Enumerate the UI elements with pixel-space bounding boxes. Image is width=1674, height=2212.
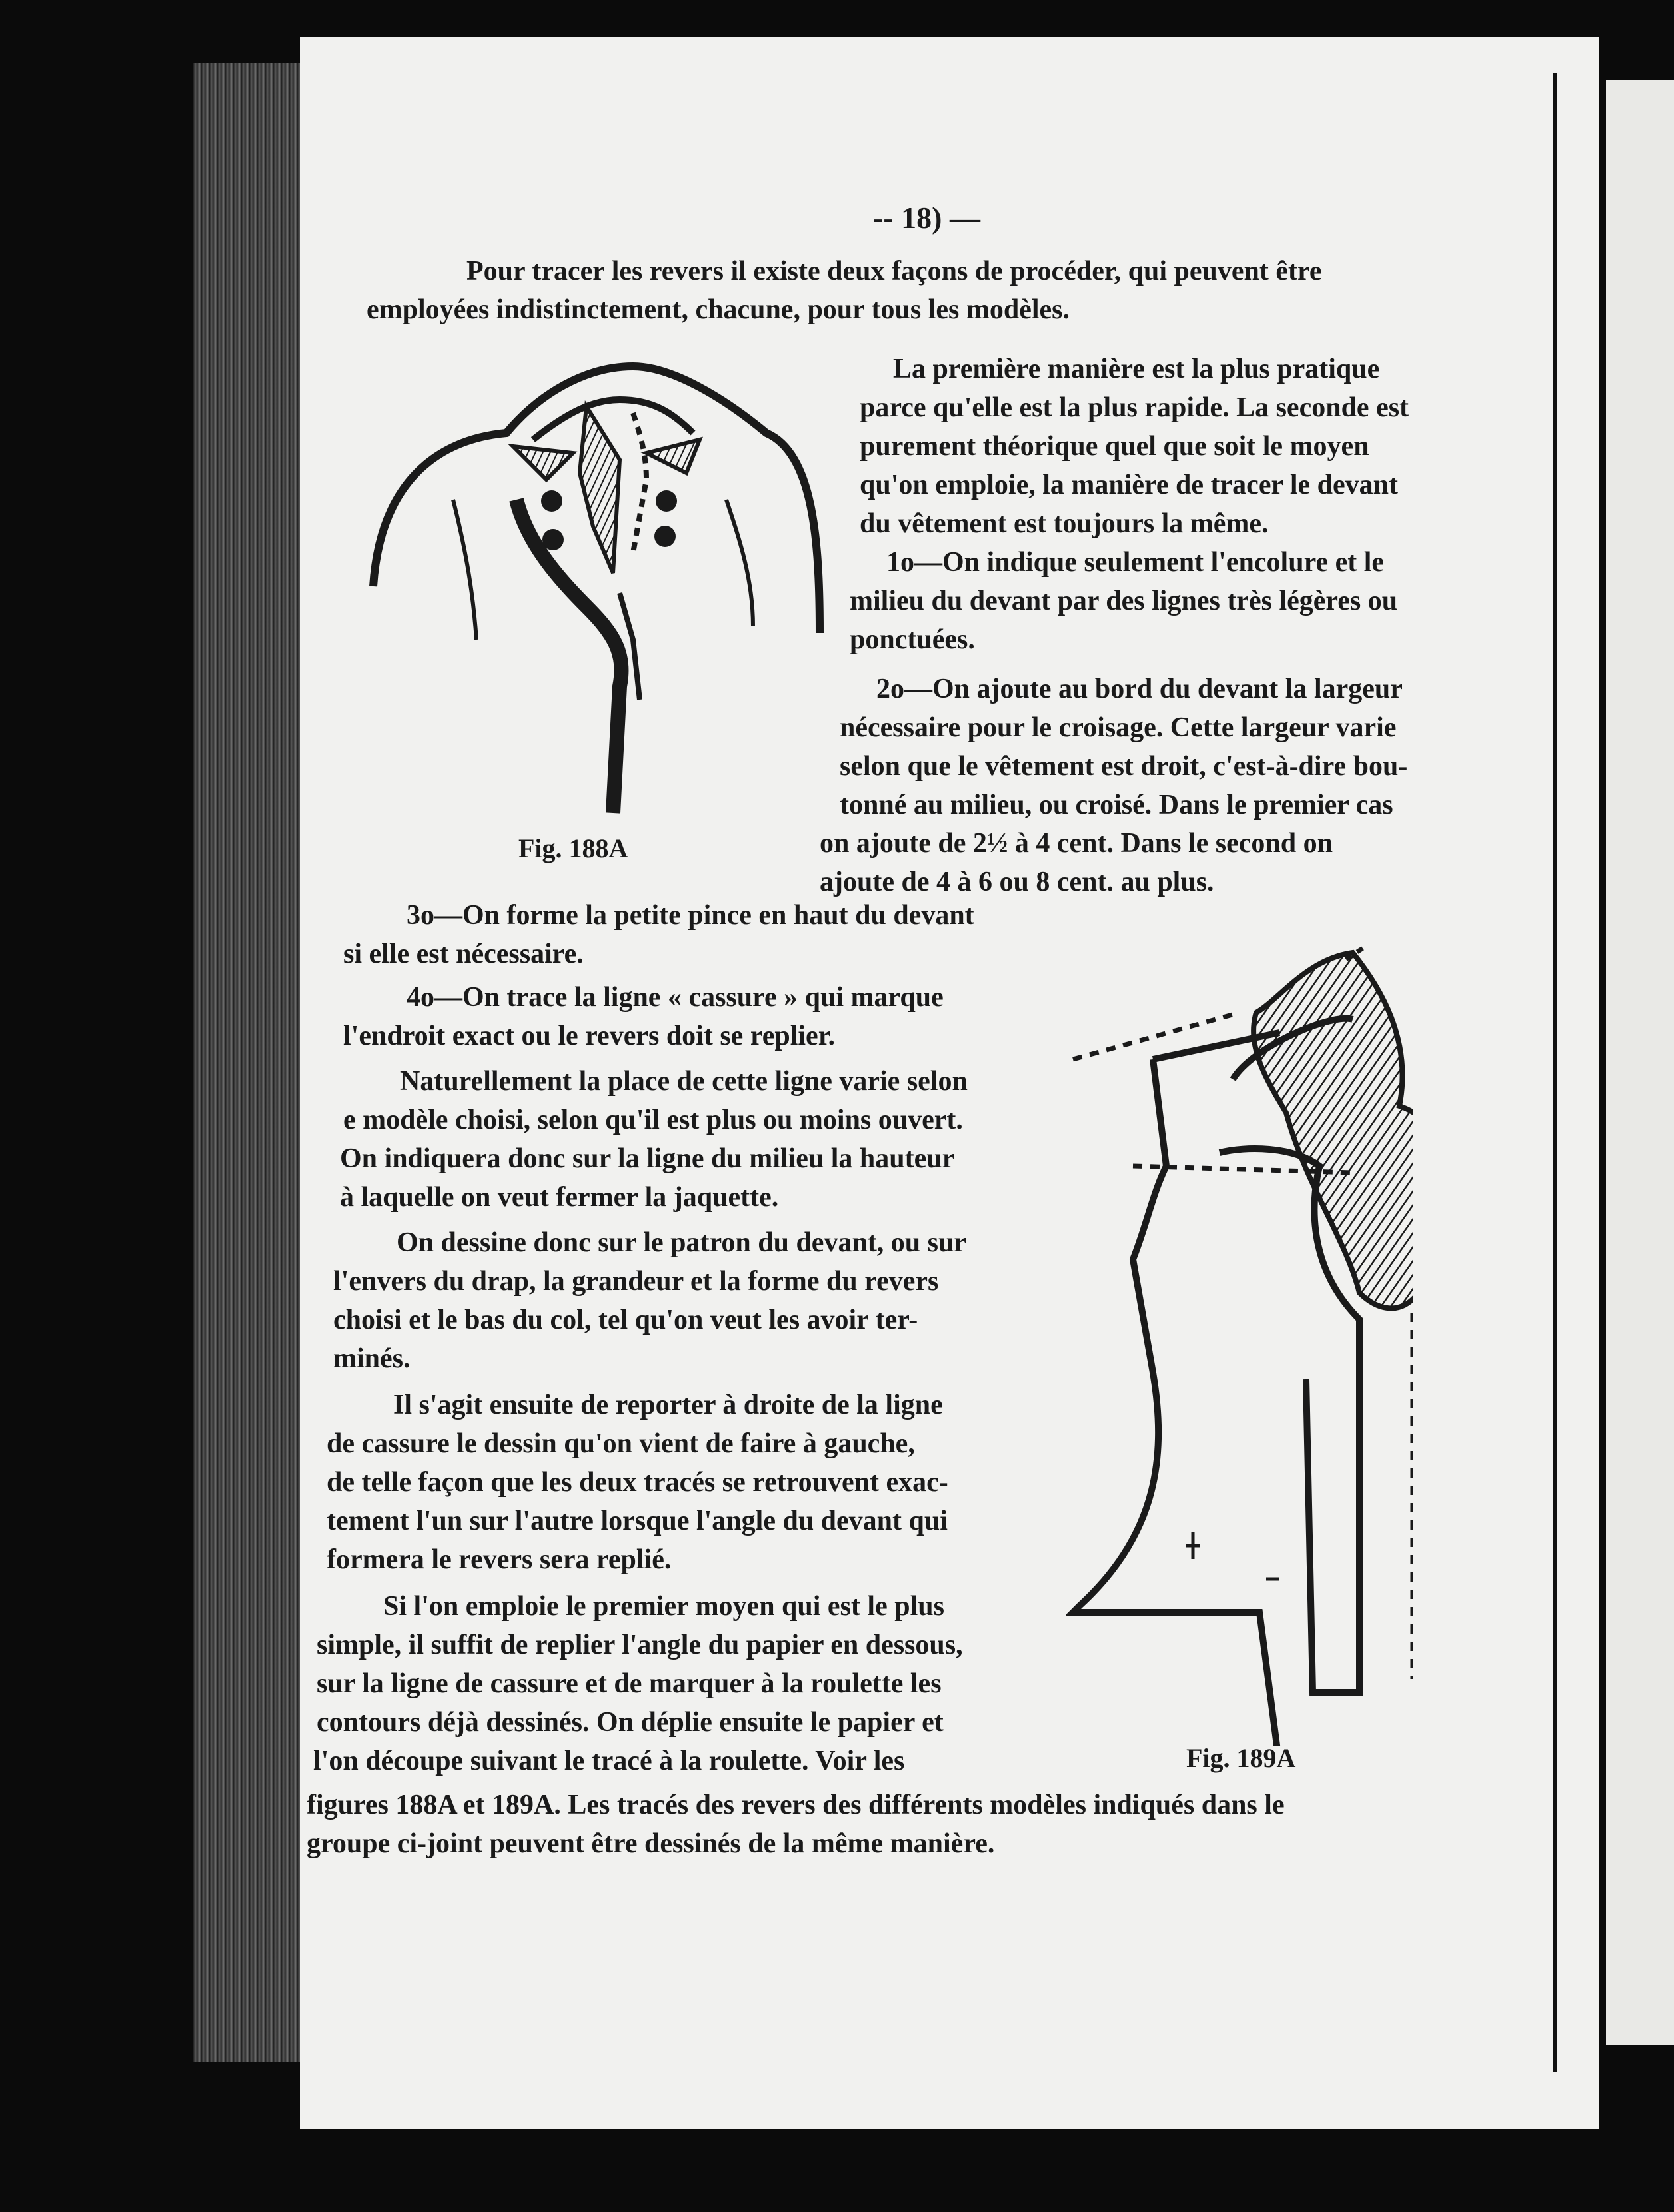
- text-line: tement l'un sur l'autre lorsque l'angle du devant qui: [327, 1506, 948, 1536]
- text-line: La première manière est la plus pratique: [893, 354, 1380, 384]
- text-line: si elle est nécessaire.: [343, 939, 584, 969]
- text-line: qu'on emploie, la manière de tracer le devant: [860, 470, 1399, 500]
- text-line: l'on découpe suivant le tracé à la roulette. Voir les: [313, 1746, 905, 1776]
- text-line: On dessine donc sur le patron du devant, ou sur: [397, 1227, 966, 1258]
- text-line: purement théorique quel que soit le moyen: [860, 431, 1369, 462]
- text-line: milieu du devant par des lignes très légères ou: [850, 586, 1398, 616]
- text-line: choisi et le bas du col, tel qu'on veut les avoir ter-: [333, 1305, 918, 1335]
- text-line: 1o—On indique seulement l'encolure et le: [886, 547, 1385, 578]
- text-line: 3o—On forme la petite pince en haut du devant: [407, 900, 974, 931]
- text-line: groupe ci-joint peuvent être dessinés de la même manière.: [307, 1828, 995, 1859]
- figure-188a-illustration: [353, 353, 833, 820]
- text-line: tonné au milieu, ou croisé. Dans le premier cas: [840, 790, 1393, 820]
- text-line: employées indistinctement, chacune, pour tous les modèles.: [367, 294, 1070, 325]
- page-number: -- 18) —: [873, 201, 980, 235]
- facing-page-edge: [1606, 80, 1674, 2045]
- text-line: de cassure le dessin qu'on vient de faire à gauche,: [327, 1428, 915, 1459]
- text-line: l'endroit exact ou le revers doit se replier.: [343, 1021, 835, 1051]
- text-line: 2o—On ajoute au bord du devant la largeur: [876, 674, 1403, 704]
- text-line: à laquelle on veut fermer la jaquette.: [340, 1182, 779, 1213]
- text-line: minés.: [333, 1343, 411, 1374]
- page-gutter: [1553, 73, 1557, 2072]
- text-line: contours déjà dessinés. On déplie ensuite le papier et: [317, 1707, 944, 1738]
- text-line: 4o—On trace la ligne « cassure » qui marque: [407, 982, 944, 1013]
- text-line: On indiquera donc sur la ligne du milieu la hauteur: [340, 1143, 955, 1174]
- text-line: ponctuées.: [850, 624, 975, 655]
- text-line: de telle façon que les deux tracés se retrouvent exac-: [327, 1467, 948, 1498]
- text-line: selon que le vêtement est droit, c'est-à-dire bou-: [840, 751, 1408, 782]
- text-line: Si l'on emploie le premier moyen qui est le plus: [383, 1591, 944, 1622]
- text-line: on ajoute de 2½ à 4 cent. Dans le second on: [820, 828, 1333, 859]
- text-line: l'envers du drap, la grandeur et la forme du revers: [333, 1266, 939, 1297]
- figure-188a-caption: Fig. 188A: [518, 833, 628, 863]
- figure-189a-illustration: [1066, 946, 1413, 1746]
- text-line: Il s'agit ensuite de reporter à droite de la ligne: [393, 1390, 943, 1420]
- text-line: e modèle choisi, selon qu'il est plus ou moins ouvert.: [343, 1105, 963, 1135]
- text-line: formera le revers sera replié.: [327, 1544, 672, 1575]
- text-line: du vêtement est toujours la même.: [860, 508, 1269, 539]
- figure-189a-caption: Fig. 189A: [1186, 1743, 1296, 1773]
- text-line: Pour tracer les revers il existe deux façons de procéder, qui peuvent être: [466, 256, 1322, 286]
- book-page-edges: [193, 63, 313, 2062]
- text-line: sur la ligne de cassure et de marquer à la roulette les: [317, 1668, 942, 1699]
- text-line: parce qu'elle est la plus rapide. La seconde est: [860, 392, 1409, 423]
- text-line: ajoute de 4 à 6 ou 8 cent. au plus.: [820, 867, 1214, 897]
- text-line: figures 188A et 189A. Les tracés des revers des différents modèles indiqués dans le: [307, 1790, 1285, 1820]
- text-line: simple, il suffit de replier l'angle du papier en dessous,: [317, 1630, 963, 1660]
- text-line: nécessaire pour le croisage. Cette largeur varie: [840, 712, 1397, 743]
- text-line: Naturellement la place de cette ligne varie selon: [400, 1066, 968, 1097]
